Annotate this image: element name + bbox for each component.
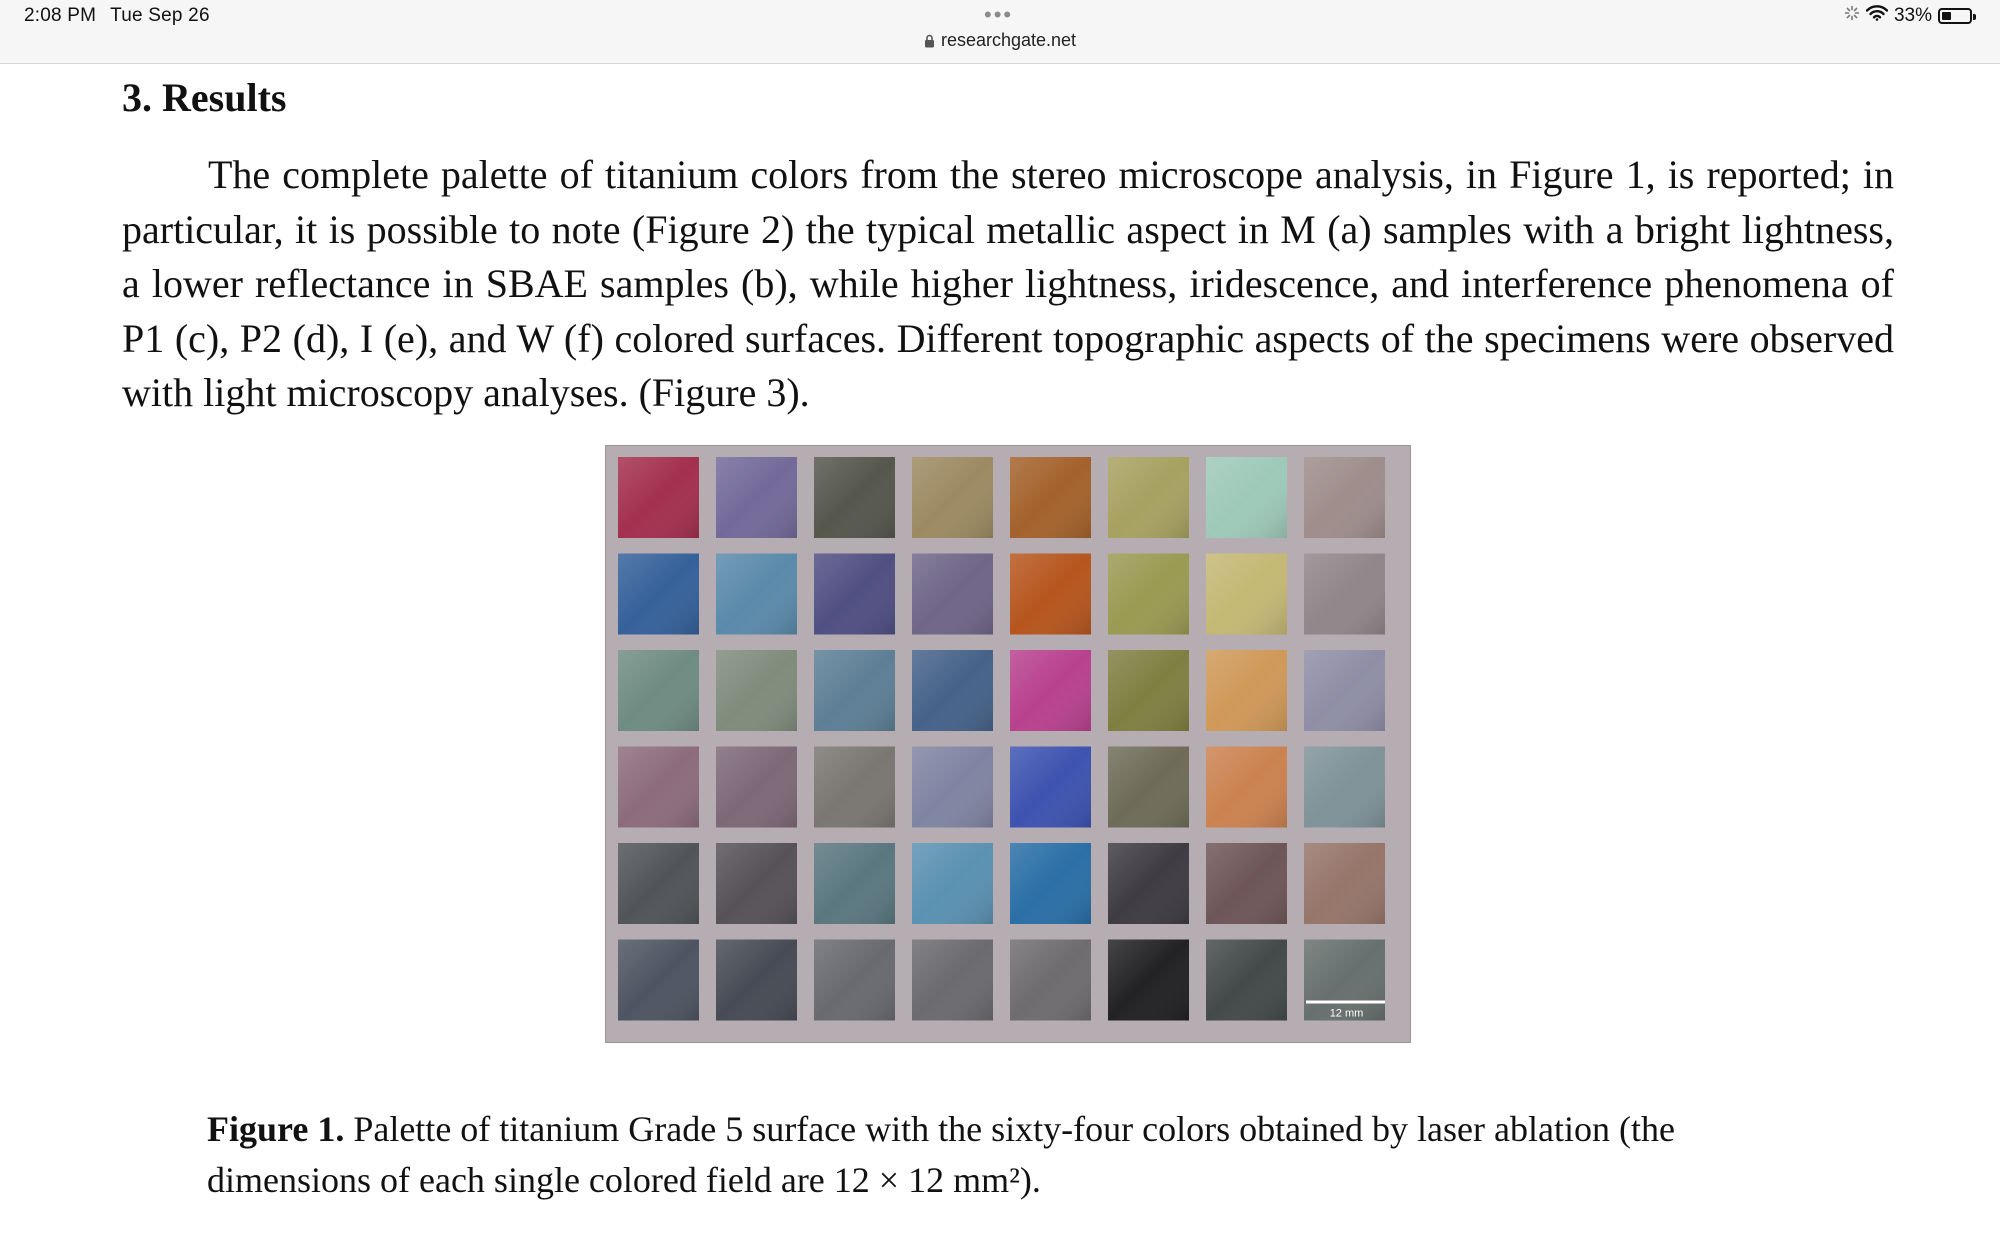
battery-percent: 33% [1893, 5, 1932, 26]
palette-swatch-sheen [1304, 457, 1385, 538]
palette-swatch-sheen [814, 843, 895, 924]
palette-swatch-sheen [716, 940, 797, 1021]
palette-swatch-sheen [716, 650, 797, 731]
scale-bar-label: 12 mm [1329, 1007, 1364, 1020]
palette-swatch-sheen [716, 457, 797, 538]
palette-swatch-sheen [618, 650, 699, 731]
figure-1-palette-image [605, 445, 1411, 1043]
caption-label: Figure 1. [207, 1109, 345, 1149]
palette-swatch-sheen [1010, 843, 1091, 924]
palette-swatch-sheen [1304, 650, 1385, 731]
palette-swatch-sheen [1010, 457, 1091, 538]
palette-swatch-sheen [814, 747, 895, 828]
status-date: Tue Sep 26 [110, 5, 210, 26]
palette-swatch-sheen [618, 747, 699, 828]
palette-swatch-sheen [1206, 457, 1287, 538]
palette-swatch-sheen [618, 940, 699, 1021]
palette-swatch-sheen [1206, 650, 1287, 731]
status-time: 2:08 PM [24, 5, 97, 26]
status-bar-time [24, 5, 224, 27]
palette-swatch-sheen [716, 747, 797, 828]
palette-swatch-sheen [814, 554, 895, 635]
palette-swatch-sheen [912, 747, 993, 828]
palette-swatch-sheen [1108, 457, 1189, 538]
palette-swatch-sheen [1206, 940, 1287, 1021]
palette-swatch-sheen [814, 457, 895, 538]
palette-swatch-sheen [814, 650, 895, 731]
palette-swatch-sheen [716, 554, 797, 635]
palette-swatch-sheen [716, 843, 797, 924]
palette-swatch-sheen [1304, 747, 1385, 828]
results-paragraph: The complete palette of titanium colors from the stereo microscope analysis, in Figure 1, is reported; in particular, it is possible to note (Figure 2) the typical metallic aspect in M (a) samples with a bright lightness, a lower reflectance in SBAE samples (b), while higher lightness, iridescence, and interference phenomena of P1 (c), P2 (d), I (e), and W (f) colored surfaces. Different topographic aspects of the specimens were observed with light microscopy analyses. (Figure 3). [122, 152, 1894, 415]
palette-swatch-sheen [912, 843, 993, 924]
palette-swatch-sheen [618, 843, 699, 924]
palette-swatch-sheen [1010, 940, 1091, 1021]
palette-swatch-sheen [1108, 650, 1189, 731]
address-bar[interactable] [0, 30, 2000, 53]
palette-swatch-sheen [618, 457, 699, 538]
wifi-icon [1866, 5, 1888, 27]
palette-swatch-sheen [1010, 554, 1091, 635]
figure-caption [207, 1104, 1827, 1206]
palette-swatch-sheen [912, 940, 993, 1021]
palette-swatch-sheen [1304, 554, 1385, 635]
scale-bar [1306, 1001, 1385, 1004]
palette-swatch-sheen [1206, 843, 1287, 924]
palette-swatch-sheen [912, 554, 993, 635]
browser-chrome [0, 0, 2000, 64]
status-bar-right [1844, 5, 1972, 27]
more-dots-icon[interactable]: ••• [984, 2, 1014, 27]
battery-icon [1938, 8, 1972, 24]
palette-swatch-sheen [618, 554, 699, 635]
palette-swatch-sheen [1206, 747, 1287, 828]
palette-swatch-sheen [1304, 843, 1385, 924]
palette-swatch-sheen [1010, 650, 1091, 731]
palette-swatch-sheen [1010, 747, 1091, 828]
section-heading: 3. Results [122, 75, 287, 120]
palette-swatch-sheen [1108, 747, 1189, 828]
caption-text: Palette of titanium Grade 5 surface with the sixty-four colors obtained by laser ablation (the dimensions of each single colored field are 12 × 12 mm²). [207, 1109, 1675, 1200]
activity-icon [1844, 5, 1860, 27]
palette-swatch-sheen [1108, 554, 1189, 635]
url-text: researchgate.net [940, 30, 1077, 50]
palette-swatch-sheen [1108, 940, 1189, 1021]
palette-swatch-sheen [1108, 843, 1189, 924]
palette-swatch-sheen [814, 940, 895, 1021]
lock-icon [924, 32, 935, 53]
palette-swatch-sheen [912, 457, 993, 538]
palette-swatch-sheen [912, 650, 993, 731]
palette-grid [606, 446, 1410, 1042]
palette-swatch-sheen [1206, 554, 1287, 635]
